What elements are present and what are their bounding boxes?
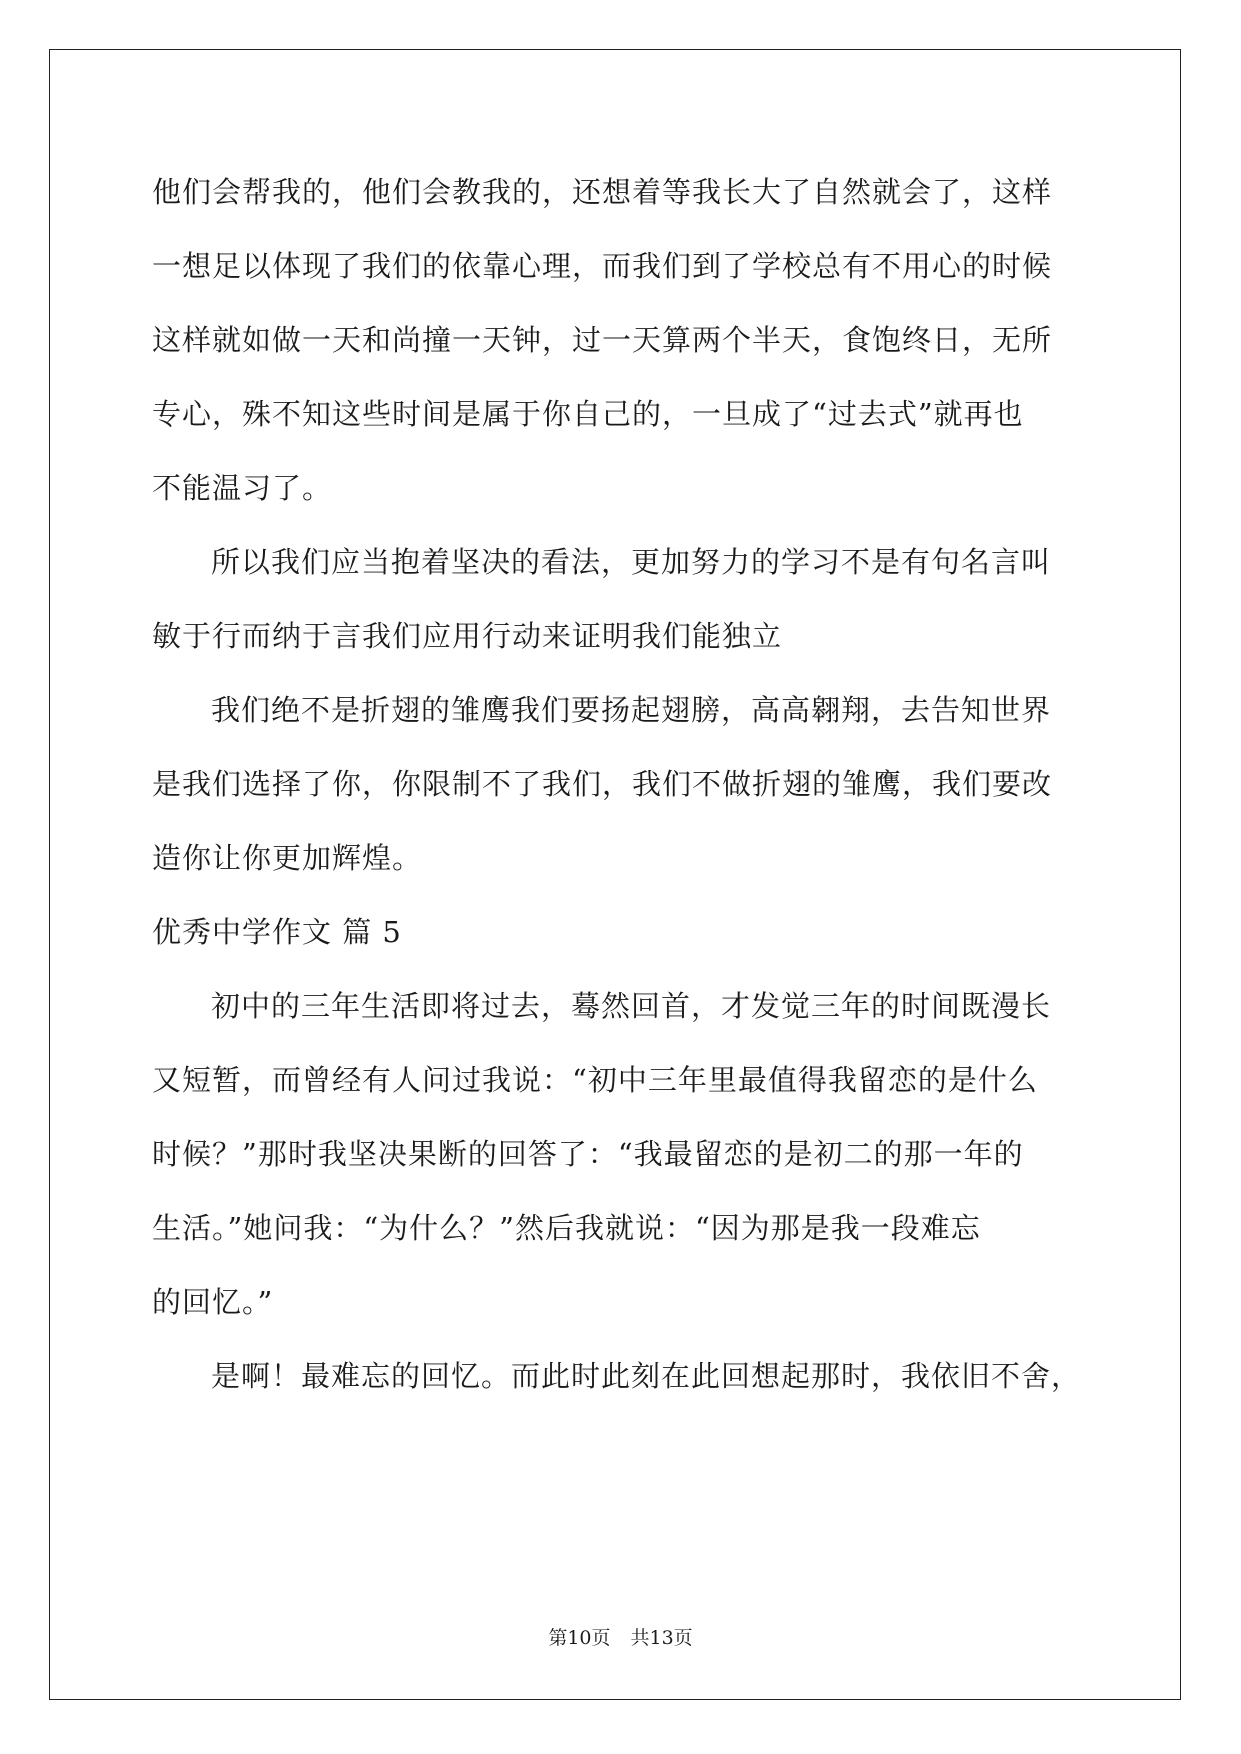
paragraph-line: 敏于行而纳于言我们应用行动来证明我们能独立 <box>152 619 783 653</box>
paragraph-line: 他们会帮我的，他们会教我的，还想着等我长大了自然就会了，这样 <box>152 175 1053 209</box>
paragraph-line: 是我们选择了你，你限制不了我们，我们不做折翅的雏鹰，我们要改 <box>152 767 1053 801</box>
paragraph-line: 一想足以体现了我们的依靠心理，而我们到了学校总有不用心的时候 <box>152 249 1053 283</box>
paragraph-line: 我们绝不是折翅的雏鹰我们要扬起翅膀，高高翱翔，去告知世界 <box>211 693 1052 727</box>
paragraph-line: 不能温习了。 <box>152 471 333 505</box>
paragraph-line: 生活。”她问我：“为什么？”然后我就说：“因为那是我一段难忘 <box>152 1211 981 1245</box>
section-heading: 优秀中学作文 篇 5 <box>152 915 402 949</box>
paragraph-line: 造你让你更加辉煌。 <box>152 841 423 875</box>
paragraph-line: 是啊！最难忘的回忆。而此时此刻在此回想起那时，我依旧不舍， <box>211 1359 1082 1393</box>
page-number: 第10页 <box>548 1627 611 1649</box>
paragraph-line: 所以我们应当抱着坚决的看法，更加努力的学习不是有句名言叫 <box>211 545 1052 579</box>
page-total: 共13页 <box>630 1627 693 1649</box>
paragraph-line: 专心，殊不知这些时间是属于你自己的，一旦成了“过去式”就再也 <box>152 397 1024 431</box>
paragraph-line: 初中的三年生活即将过去，蓦然回首，才发觉三年的时间既漫长 <box>211 989 1052 1023</box>
paragraph-line: 的回忆。” <box>152 1285 274 1319</box>
paragraph-line: 时候？”那时我坚决果断的回答了：“我最留恋的是初二的那一年的 <box>152 1137 1024 1171</box>
paragraph-line: 这样就如做一天和尚撞一天钟，过一天算两个半天，食饱终日，无所 <box>152 323 1053 357</box>
page-footer <box>0 1626 1241 1650</box>
paragraph-line: 又短暂，而曾经有人问过我说：“初中三年里最值得我留恋的是什么 <box>152 1063 1038 1097</box>
